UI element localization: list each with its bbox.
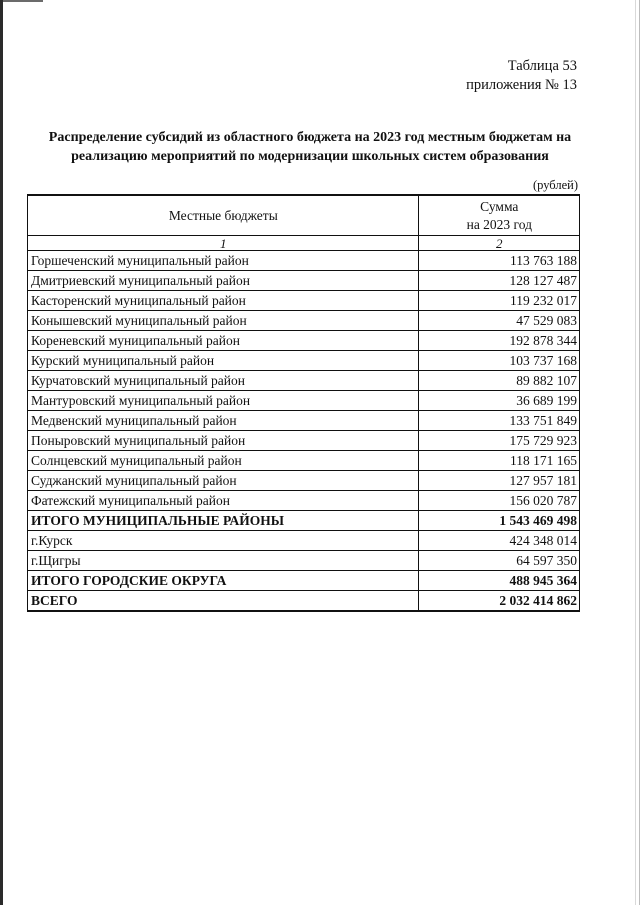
budget-name-cell: г.Щигры	[28, 551, 419, 571]
table-row	[28, 551, 580, 571]
amount-cell: 127 957 181	[418, 471, 579, 491]
amount-cell: 118 171 165	[418, 451, 579, 471]
total-row	[28, 591, 580, 612]
document-title	[20, 128, 600, 166]
table-row	[28, 531, 580, 551]
table-row	[28, 351, 580, 371]
appendix-ref: приложения № 13	[466, 77, 577, 93]
table-row	[28, 271, 580, 291]
budget-name-cell: Фатежский муниципальный район	[28, 491, 419, 511]
table-row	[28, 391, 580, 411]
total-row	[28, 571, 580, 591]
amount-cell: 175 729 923	[418, 431, 579, 451]
budget-name-cell: Конышевский муниципальный район	[28, 311, 419, 331]
table-row	[28, 331, 580, 351]
budget-name-cell: Дмитриевский муниципальный район	[28, 271, 419, 291]
budget-name-cell: Суджанский муниципальный район	[28, 471, 419, 491]
budget-name-cell: ИТОГО ГОРОДСКИЕ ОКРУГА	[28, 571, 419, 591]
total-row	[28, 511, 580, 531]
table-row	[28, 251, 580, 271]
budget-name-cell: ИТОГО МУНИЦИПАЛЬНЫЕ РАЙОНЫ	[28, 511, 419, 531]
column-number-1: 1	[28, 236, 419, 251]
table-row	[28, 451, 580, 471]
amount-cell: 192 878 344	[418, 331, 579, 351]
amount-cell: 119 232 017	[418, 291, 579, 311]
budget-name-cell: Курчатовский муниципальный район	[28, 371, 419, 391]
title-line-1: Распределение субсидий из областного бюджета на 2023 год местным бюджетам на	[48, 130, 572, 145]
table-row	[28, 471, 580, 491]
budget-table	[27, 194, 580, 612]
table-row	[28, 291, 580, 311]
title-line-2: реализацию мероприятий по модернизации школьных систем образования	[71, 149, 549, 164]
scan-edge	[3, 0, 43, 2]
budget-name-cell: Касторенский муниципальный район	[28, 291, 419, 311]
table-row	[28, 491, 580, 511]
budget-name-cell: Поныровский муниципальный район	[28, 431, 419, 451]
table-row	[28, 431, 580, 451]
table-ref: Таблица 53	[507, 58, 577, 74]
units-label: (рублей)	[532, 178, 578, 192]
budget-name-cell: г.Курск	[28, 531, 419, 551]
amount-cell: 488 945 364	[418, 571, 579, 591]
scan-edge	[635, 0, 636, 905]
amount-cell: 103 737 168	[418, 351, 579, 371]
table-row	[28, 411, 580, 431]
amount-cell: 89 882 107	[418, 371, 579, 391]
scan-edge	[0, 0, 3, 905]
amount-cell: 424 348 014	[418, 531, 579, 551]
table-row	[28, 371, 580, 391]
amount-header-line-2: на 2023 год	[466, 216, 532, 232]
budget-name-cell: Курский муниципальный район	[28, 351, 419, 371]
column-header-amount	[418, 195, 579, 236]
table-row	[28, 311, 580, 331]
column-number-row	[28, 236, 580, 251]
amount-cell: 64 597 350	[418, 551, 579, 571]
amount-cell: 133 751 849	[418, 411, 579, 431]
amount-cell: 47 529 083	[418, 311, 579, 331]
table-header-row	[28, 195, 580, 236]
budget-name-cell: Кореневский муниципальный район	[28, 331, 419, 351]
table-reference	[466, 57, 577, 95]
amount-cell: 128 127 487	[418, 271, 579, 291]
amount-cell: 36 689 199	[418, 391, 579, 411]
amount-cell: 113 763 188	[418, 251, 579, 271]
budget-name-cell: Мантуровский муниципальный район	[28, 391, 419, 411]
amount-cell: 156 020 787	[418, 491, 579, 511]
column-header-budgets: Местные бюджеты	[28, 195, 419, 236]
budget-name-cell: ВСЕГО	[28, 591, 419, 612]
budget-name-cell: Горшеченский муниципальный район	[28, 251, 419, 271]
column-number-2: 2	[418, 236, 579, 251]
amount-cell: 1 543 469 498	[418, 511, 579, 531]
amount-cell: 2 032 414 862	[418, 591, 579, 612]
budget-name-cell: Солнцевский муниципальный район	[28, 451, 419, 471]
amount-header-line-1: Сумма	[480, 198, 519, 214]
budget-name-cell: Медвенский муниципальный район	[28, 411, 419, 431]
